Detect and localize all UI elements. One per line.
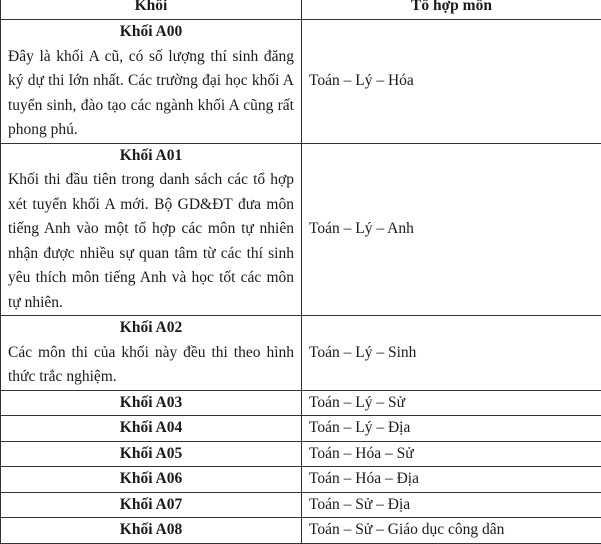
table-row [1, 390, 601, 416]
table-header-row [1, 0, 601, 20]
header-combo: Tổ hợp môn [302, 0, 601, 20]
table-row [1, 143, 601, 316]
block-title: Khối A00 [8, 20, 294, 45]
combo-cell: Toán – Lý – Hóa [302, 20, 601, 144]
table-row [1, 416, 601, 442]
block-title: Khối A05 [1, 441, 302, 467]
block-title: Khối A02 [8, 316, 294, 341]
block-title: Khối A01 [8, 144, 294, 169]
combo-cell: Toán – Hóa – Sử [302, 441, 601, 467]
combo-cell: Toán – Lý – Địa [302, 416, 601, 442]
combo-cell: Toán – Lý – Sinh [302, 316, 601, 391]
table-row [1, 467, 601, 493]
combo-cell: Toán – Sử – Giáo dục công dân [302, 518, 601, 544]
table-row [1, 316, 601, 391]
combo-cell: Toán – Hóa – Địa [302, 467, 601, 493]
block-cell [1, 20, 302, 144]
block-title: Khối A07 [1, 492, 302, 518]
block-title: Khối A08 [1, 518, 302, 544]
block-cell [1, 143, 302, 316]
block-title: Khối A04 [1, 416, 302, 442]
block-title: Khối A06 [1, 467, 302, 493]
combo-cell: Toán – Sử – Địa [302, 492, 601, 518]
block-description: Đây là khối A cũ, có số lượng thí sinh đăng ký dự thi lớn nhất. Các trường đại học khối A tuyển sinh, đào tạo các ngành khối A cũng rất phong phú. [8, 45, 294, 143]
header-block: Khối [1, 0, 302, 20]
combo-cell: Toán – Lý – Sử [302, 390, 601, 416]
block-description: Các môn thi của khối này đều thi theo hình thức trắc nghiệm. [8, 341, 294, 390]
table-row [1, 518, 601, 544]
table-row [1, 441, 601, 467]
block-title: Khối A03 [1, 390, 302, 416]
block-description: Khối thi đầu tiên trong danh sách các tổ hợp xét tuyển khối A mới. Bộ GD&ĐT đưa môn tiếng Anh vào một tổ hợp các môn tự nhiên nhận được nhiều sự quan tâm từ các thí sinh yêu thích môn tiếng Anh và học tốt các môn tự nhiên. [8, 168, 294, 315]
block-cell [1, 316, 302, 391]
combo-cell: Toán – Lý – Anh [302, 143, 601, 316]
table-row [1, 492, 601, 518]
table-row [1, 20, 601, 144]
